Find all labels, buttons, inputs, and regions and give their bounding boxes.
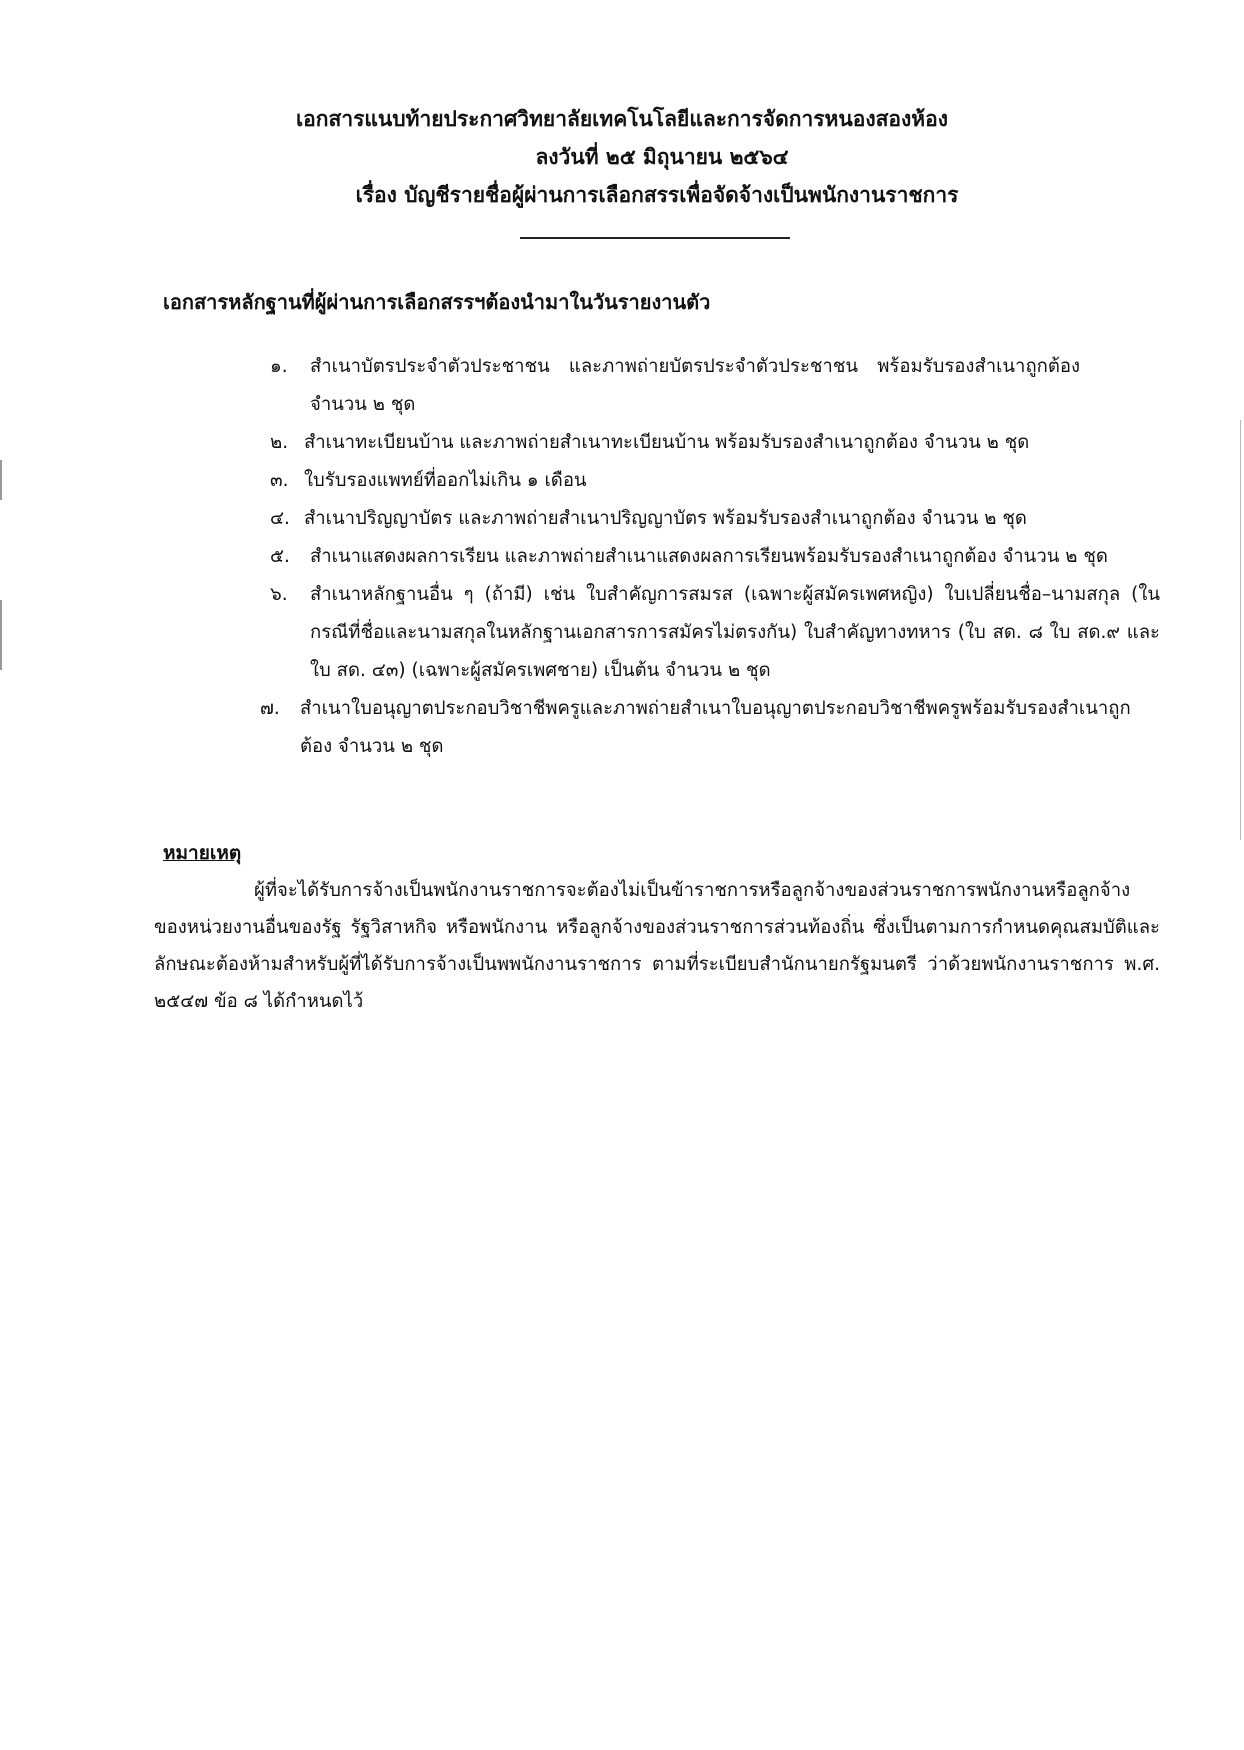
section-title: เอกสารหลักฐานที่ผู้ผ่านการเลือกสรรฯต้องนำมาในวันรายงานตัว <box>163 290 711 314</box>
list-item <box>260 690 1160 766</box>
list-item <box>270 462 1160 500</box>
list-item-number: ๒. <box>270 432 289 453</box>
list-item-number: ๑. <box>270 356 288 377</box>
list-item <box>270 500 1160 538</box>
list-item-text: สำเนาบัตรประจำตัวประชาชน และภาพถ่ายบัตรประจำตัวประชาชน พร้อมรับรองสำเนาถูกต้อง จำนวน ๒ ชุด <box>310 356 1080 415</box>
list-item-text: สำเนาใบอนุญาตประกอบวิชาชีพครูและภาพถ่ายสำเนาใบอนุญาตประกอบวิชาชีพครูพร้อมรับรองสำเนาถูกต้อง จำนวน ๒ ชุด <box>300 698 1131 757</box>
list-item-text: สำเนาหลักฐานอื่น ๆ (ถ้ามี) เช่น ใบสำคัญการสมรส (เฉพาะผู้สมัครเพศหญิง) ใบเปลี่ยนชื่อ–นามสกุล (ในกรณีที่ชื่อและนามสกุลในหลักฐานเอกสารการสมัครไม่ตรงกัน) ใบสำคัญทางทหาร (ใบ สด. ๘ ใบ สด.๙ และ ใบ สด. ๔๓) (เฉพาะผู้สมัครเพศชาย) เป็นต้น จำนวน ๒ ชุด <box>310 584 1160 681</box>
list-item-text: ใบรับรองแพทย์ที่ออกไม่เกิน ๑ เดือน <box>304 470 587 491</box>
header-subject: เรื่อง บัญชีรายชื่อผู้ผ่านการเลือกสรรเพื่อจัดจ้างเป็นพนักงานราชการ <box>355 183 959 207</box>
list-item-text: สำเนาทะเบียนบ้าน และภาพถ่ายสำเนาทะเบียนบ้าน พร้อมรับรองสำเนาถูกต้อง จำนวน ๒ ชุด <box>304 432 1030 453</box>
list-item-number: ๓. <box>270 470 289 491</box>
scan-edge-mark <box>0 460 2 500</box>
list-item <box>270 538 1160 576</box>
scan-edge-mark <box>1240 420 1241 840</box>
header-title: เอกสารแนบท้ายประกาศวิทยาลัยเทคโนโลยีและการจัดการหนองสองห้อง <box>296 107 948 131</box>
scan-edge-mark <box>0 600 2 670</box>
remark-label: หมายเหตุ <box>163 842 242 864</box>
list-item-number: ๕. <box>270 546 290 567</box>
list-item-number: ๔. <box>270 508 290 529</box>
list-item-text: สำเนาปริญญาบัตร และภาพถ่ายสำเนาปริญญาบัตร พร้อมรับรองสำเนาถูกต้อง จำนวน ๒ ชุด <box>304 508 1027 529</box>
list-item-number: ๗. <box>260 698 280 719</box>
list-item <box>270 576 1160 690</box>
remark-body: ผู้ที่จะได้รับการจ้างเป็นพนักงานราชการจะต้องไม่เป็นข้าราชการหรือลูกจ้างของส่วนราชการพนักงานหรือลูกจ้างของหน่วยงานอื่นของรัฐ รัฐวิสาหกิจ หรือพนักงาน หรือลูกจ้างของส่วนราชการส่วนท้องถิ่น ซึ่งเป็นตามการกำหนดคุณสมบัติและลักษณะต้องห้ามสำหรับผู้ที่ได้รับการจ้างเป็นพพนักงานราชการ ตามที่ระเบียบสำนักนายกรัฐมนตรี ว่าด้วยพนักงานราชการ พ.ศ. ๒๕๔๗ ข้อ ๘ ได้กำหนดไว้ <box>154 880 1160 1012</box>
required-documents-list <box>260 348 1160 766</box>
list-item <box>270 348 1160 424</box>
list-item <box>270 424 1160 462</box>
document-header <box>0 100 1244 214</box>
list-item-text: สำเนาแสดงผลการเรียน และภาพถ่ายสำเนาแสดงผลการเรียนพร้อมรับรองสำเนาถูกต้อง จำนวน ๒ ชุด <box>310 546 1108 567</box>
header-date: ลงวันที่ ๒๕ มิถุนายน ๒๕๖๔ <box>535 145 789 169</box>
list-item-number: ๖. <box>270 584 288 605</box>
header-divider <box>520 237 790 239</box>
